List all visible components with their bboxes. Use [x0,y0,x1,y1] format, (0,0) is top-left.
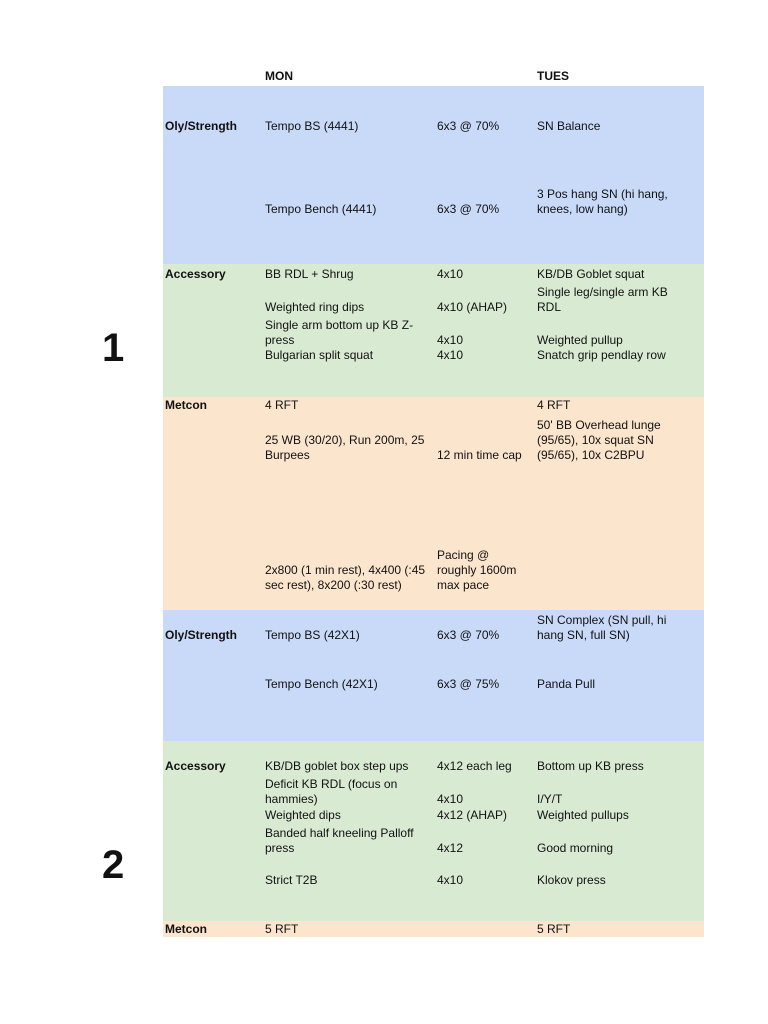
column-header-mon: MON [265,69,293,83]
tues-exercise: KB/DB Goblet squat [537,267,645,281]
mon-exercise: 5 RFT [265,922,299,936]
mon-sets: 12 min time cap [437,448,522,462]
mon-exercise: Weighted ring dips [265,300,365,314]
mon-exercise: KB/DB goblet box step ups [265,759,409,773]
mon-sets: 4x10 [437,333,464,347]
category-label-metcon: Metcon [165,922,207,936]
tues-exercise: SN Balance [537,119,601,133]
tues-exercise: Bottom up KB press [537,759,644,773]
mon-sets: 4x10 [437,792,464,806]
mon-exercise: Tempo BS (42X1) [265,628,360,642]
tues-exercise: Klokov press [537,873,606,887]
mon-exercise: Banded half kneeling Palloff press [265,826,414,855]
mon-exercise: Single arm bottom up KB Z- press [265,318,414,347]
mon-sets: 6x3 @ 70% [437,202,500,216]
category-label-metcon: Metcon [165,398,207,412]
mon-exercise: 4 RFT [265,398,299,412]
mon-sets: 4x10 [437,348,464,362]
mon-sets: 4x12 [437,841,464,855]
mon-sets: 4x12 (AHAP) [437,808,508,822]
category-label-oly-strength: Oly/Strength [165,119,238,133]
category-label-oly-strength: Oly/Strength [165,628,238,642]
mon-exercise: Deficit KB RDL (focus on hammies) [265,777,398,806]
tues-exercise: Weighted pullup [537,333,623,347]
week2-metcon-band [163,921,704,937]
tues-exercise: I/Y/T [537,792,563,806]
tues-exercise: 50' BB Overhead lunge (95/65), 10x squat SN (95/65), 10x C2BPU [537,418,661,462]
mon-sets: 4x10 [437,873,464,887]
tues-exercise: 5 RFT [537,922,571,936]
mon-exercise: 25 WB (30/20), Run 200m, 25 Burpees [265,433,425,462]
tues-exercise: SN Complex (SN pull, hi hang SN, full SN) [537,613,667,642]
mon-sets: 4x12 each leg [437,759,512,773]
mon-exercise: 2x800 (1 min rest), 4x400 (:45 sec rest), 8x200 (:30 rest) [265,563,426,592]
tues-exercise: Panda Pull [537,677,596,691]
mon-sets: 6x3 @ 75% [437,677,500,691]
column-header-tues: TUES [537,69,570,83]
tues-exercise: Single leg/single arm KB RDL [537,285,668,314]
mon-sets: 4x10 (AHAP) [437,300,508,314]
mon-sets: 4x10 [437,267,464,281]
mon-exercise: Tempo BS (4441) [265,119,359,133]
mon-exercise: Tempo Bench (42X1) [265,677,378,691]
week-number-2: 2 [102,843,125,887]
tues-exercise: 4 RFT [537,398,571,412]
tues-exercise: Weighted pullups [537,808,629,822]
category-label-accessory: Accessory [165,759,226,773]
mon-exercise: Strict T2B [265,873,318,887]
mon-exercise: BB RDL + Shrug [265,267,354,281]
tues-exercise: 3 Pos hang SN (hi hang, knees, low hang) [537,187,668,216]
tues-exercise: Good morning [537,841,614,855]
mon-exercise: Bulgarian split squat [265,348,374,362]
mon-sets: 6x3 @ 70% [437,628,500,642]
week1-oly-band [163,86,704,264]
week1-accessory-band [163,264,704,397]
mon-sets: Pacing @ roughly 1600m max pace [437,548,517,592]
tues-exercise: Snatch grip pendlay row [537,348,666,362]
mon-sets: 6x3 @ 70% [437,119,500,133]
mon-exercise: Weighted dips [265,808,341,822]
category-label-accessory: Accessory [165,267,226,281]
week-number-1: 1 [102,326,125,370]
mon-exercise: Tempo Bench (4441) [265,202,377,216]
